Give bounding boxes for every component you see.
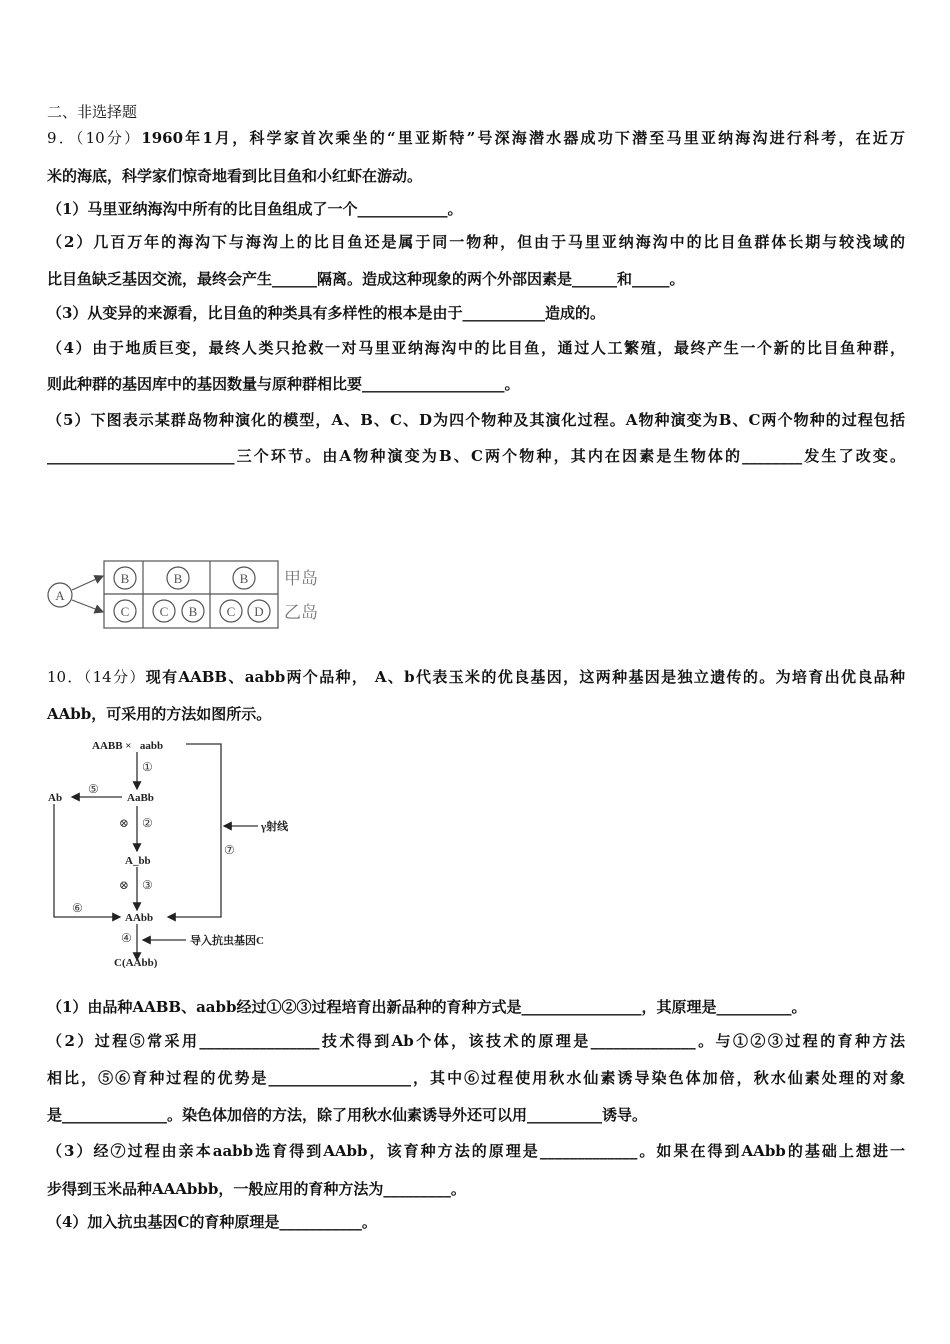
step-6: ⑥	[72, 901, 83, 915]
parents-label: AABB × aabb	[92, 740, 164, 752]
q10-sub2-line2: 相比，⑤⑥育种过程的优势是___________________，其中⑥过程使用秋水仙素诱导染色体加倍，秋水仙素处理的对象	[47, 1069, 905, 1087]
q9-sub4-line1: （4）由于地质巨变，最终人类只抢救一对马里亚纳海沟中的比目鱼，通过人工繁殖，最终产生一个新的比目鱼种群，	[47, 339, 905, 357]
q9-line-1	[47, 128, 905, 148]
selfing-symbol: ⊗	[119, 816, 130, 830]
step-5: ⑤	[88, 782, 99, 796]
q10-text: 现有AABB、aabb两个品种， A、b代表玉米的优良基因，这两种基因是独立遗传的。为培育出优良品种	[145, 668, 905, 686]
q10-sub2-line3: 是______________。染色体加倍的方法，除了用秋水仙素诱导外还可以用__________诱导。	[47, 1106, 648, 1124]
q10-sub3-line1: （3）经⑦过程由亲本aabb选育得到AAbb，该育种方法的原理是_____________。如果在得到AAbb的基础上想进一	[47, 1142, 905, 1160]
species-b: B	[120, 571, 130, 586]
step-4: ④	[121, 931, 132, 945]
q9-sub2-line2: 比目鱼缺乏基因交流，最终会产生______隔离。造成这种现象的两个外部因素是______和_____。	[47, 270, 685, 288]
gamma-ray-label: γ射线	[261, 821, 289, 833]
species-b: B	[188, 604, 198, 619]
species-c: C	[226, 604, 236, 619]
q9-sub3: （3）从变异的来源看，比目鱼的种类具有多样性的根本是由于___________造成的。	[47, 304, 605, 322]
q9-sub4-line2: 则此种群的基因库中的基因数量与原种群相比要___________________。	[47, 375, 520, 393]
q9-text: 1960年1月，科学家首次乘坐的“里亚斯特”号深海潜水器成功下潜至马里亚纳海沟进行科考，在近万	[141, 129, 905, 147]
step-1: ①	[142, 760, 153, 774]
species-d: D	[254, 604, 264, 619]
island-evolution-figure	[0, 540, 360, 640]
q10-sub2-line1: （2）过程⑤常采用________________技术得到Ab个体，该技术的原理是______________。与①②③过程的育种方法	[47, 1032, 905, 1050]
species-c: C	[120, 604, 130, 619]
q9-sub1: （1）马里亚纳海沟中所有的比目鱼组成了一个____________。	[47, 200, 463, 218]
a-bb-label: A_bb	[125, 855, 151, 867]
q9-sub2-line1: （2）几百万年的海沟下与海沟上的比目鱼还是属于同一物种，但由于马里亚纳海沟中的比目鱼群体长期与较浅域的	[47, 233, 905, 251]
island-yi-label: 乙岛	[284, 603, 318, 622]
step-7: ⑦	[224, 843, 235, 857]
q9-line-2: 米的海底，科学家们惊奇地看到比目鱼和小红虾在游动。	[47, 167, 423, 185]
haploid-label: Ab	[48, 792, 63, 804]
species-a: A	[55, 588, 65, 603]
q10-number: 10．（14分）	[47, 668, 146, 686]
q9-sub5-line2: _________________________三个环节。由A物种演变为B、C两个物种，其内在因素是生物体的________发生了改变。	[47, 447, 905, 465]
q10-sub4: （4）加入抗虫基因C的育种原理是___________。	[47, 1213, 377, 1231]
selfing-symbol: ⊗	[119, 878, 130, 892]
insert-gene-label: 导入抗虫基因C	[190, 935, 264, 947]
f1-label: AaBb	[127, 792, 154, 804]
q9-number: 9．（10分）	[47, 129, 142, 147]
species-b: B	[173, 571, 183, 586]
q10-sub1: （1）由品种AABB、aabb经过①②③过程培育出新品种的育种方式是________________，其原理是__________。	[47, 998, 807, 1016]
section-title: 二、非选择题	[47, 103, 138, 121]
island-jia-label: 甲岛	[284, 569, 318, 588]
species-b: B	[239, 571, 249, 586]
q10-line-2: AAbb，可采用的方法如图所示。	[47, 705, 272, 723]
species-c: C	[159, 604, 169, 619]
step-3: ③	[142, 878, 153, 892]
q10-line-1	[47, 667, 905, 687]
q9-sub5-line1: （5）下图表示某群岛物种演化的模型，A、B、C、D为四个物种及其演化过程。A物种演变为B、C两个物种的过程包括	[47, 411, 905, 429]
q10-sub3-line2: 步得到玉米品种AAAbbb，一般应用的育种方法为_________。	[47, 1180, 466, 1198]
final-label: C(AAbb)	[114, 957, 158, 969]
breeding-diagram	[0, 730, 320, 975]
target-label: AAbb	[125, 912, 154, 924]
step-2: ②	[142, 816, 153, 830]
